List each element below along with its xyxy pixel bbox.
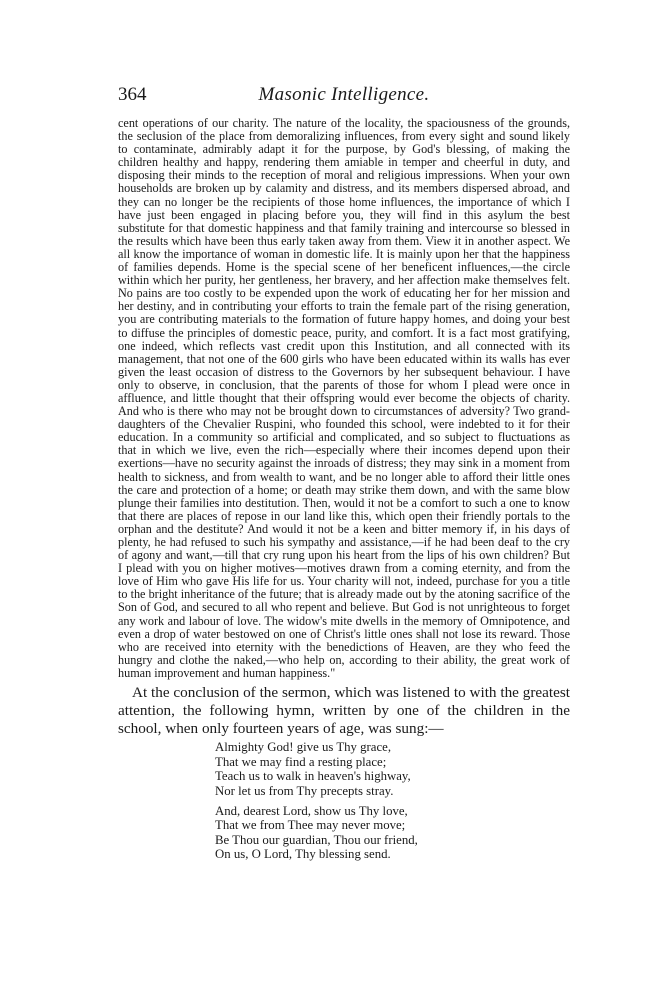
verse-line: Almighty God! give us Thy grace, [215, 740, 392, 755]
verse-line: Be Thou our guardian, Thou our friend, [215, 832, 418, 847]
verse-line: Teach us to walk in heaven's highway, [215, 769, 411, 784]
narrative-paragraph: At the conclusion of the sermon, which was listened to with the greatest attention, the following hymn, written by one of the children in the school, when only fourteen years of age, was sung:— [118, 684, 570, 737]
hymn-stanza-1 [215, 740, 570, 798]
verse-line: That we from Thee may never move; [215, 818, 406, 833]
verse-line: That we may find a resting place; [215, 754, 387, 769]
verse-line: Nor let us from Thy precepts stray. [215, 783, 394, 798]
page-header [118, 83, 570, 107]
verse-line: And, dearest Lord, show us Thy love, [215, 804, 408, 819]
hymn [215, 740, 570, 861]
running-title: Masonic Intelligence. [258, 84, 430, 105]
article-body [118, 117, 570, 868]
hymn-stanza-2 [215, 804, 570, 862]
sermon-excerpt-paragraph: cent operations of our charity. The nature of the locality, the spaciousness of the grounds, the seclusion of the place from demoralizing influences, from every sight and sound likely to contaminate, admirably adapt it for the purpose, by God's blessing, of making the children healthy and happy, rendering them amiable in temper and cheerful in duty, and disposing their minds to the reception of moral and religious impressions. When your own households are broken up by calamity and distress, and its members dispersed abroad, and they can no longer be the recipients of those home influences, the importance of which I have just been engaged in placing before you, they will find in this asylum the best substitute for that domestic happiness and that family training and intercourse so blessed in the results which have been thus early taken away from them. View it in another aspect. We all know the importance of woman in domestic life. It is mainly upon her that the happiness of families depends. Home is the special scene of her beneficent influences,—the circle within which her purity, her gentleness, her bravery, and her affection make themselves felt. No pains are too costly to be expended upon the work of educating her for her mission and her destiny, and in contributing your efforts to train the female part of the rising generation, you are contributing materials to the formation of future happy homes, and doing your best to diffuse the principles of domestic peace, purity, and comfort. It is a fact most gratifying, one indeed, which reflects vast credit upon this Institution, and all connected with its management, that not one of the 600 girls who have been educated within its walls has ever given the least occasion of distress to the Governors by her subsequent behaviour. I have only to observe, in conclusion, that the parents of those for whom I plead were once in affluence, and little thought that their offspring would ever become the objects of charity. And who is there who may not be brought down to circumstances of adversity? Two grand-daughters of the Chevalier Ruspini, who founded this school, were indebted to it for their education. In a community so artificial and complicated, and so subject to fluctuations as that in which we live, even the rich—especially where their incomes depend upon their exertions—have no security against the inroads of distress; they may sink in a moment from health to sickness, and from wealth to want, and be no longer able to afford their little ones the care and protection of a home; or death may strike them down, and with the same blow plunge their families into destitution. Then, would it not be a comfort to such a one to know that there are places of repose in our land like this, which open their friendly portals to the orphan and the destitute? And would it not be a keen and bitter memory if, in his days of plenty, he had refused to such his sympathy and assistance,—if he had been deaf to the cry of agony and want,—till that cry rung upon his heart from the lips of his own children? But I plead with you on higher motives—motives drawn from a coming eternity, and from the love of Him who gave His life for us. Your charity will not, indeed, purchase for you a title to the bright inheritance of the future; that is already made out by the atoning sacrifice of the Son of God, and secured to all who repent and believe. But God is not unrighteous to forget any work and labour of love. The widow's mite dwells in the memory of Omnipotence, and even a drop of water bestowed on one of Christ's little ones shall not lose its reward. Those who are received into eternity with the benedictions of Heaven, are they who feed the hungry and clothe the naked,—who help on, according to their ability, the great work of human improvement and human happiness." [118, 116, 570, 680]
page-number: 364 [118, 84, 147, 105]
verse-line: On us, O Lord, Thy blessing send. [215, 847, 391, 862]
